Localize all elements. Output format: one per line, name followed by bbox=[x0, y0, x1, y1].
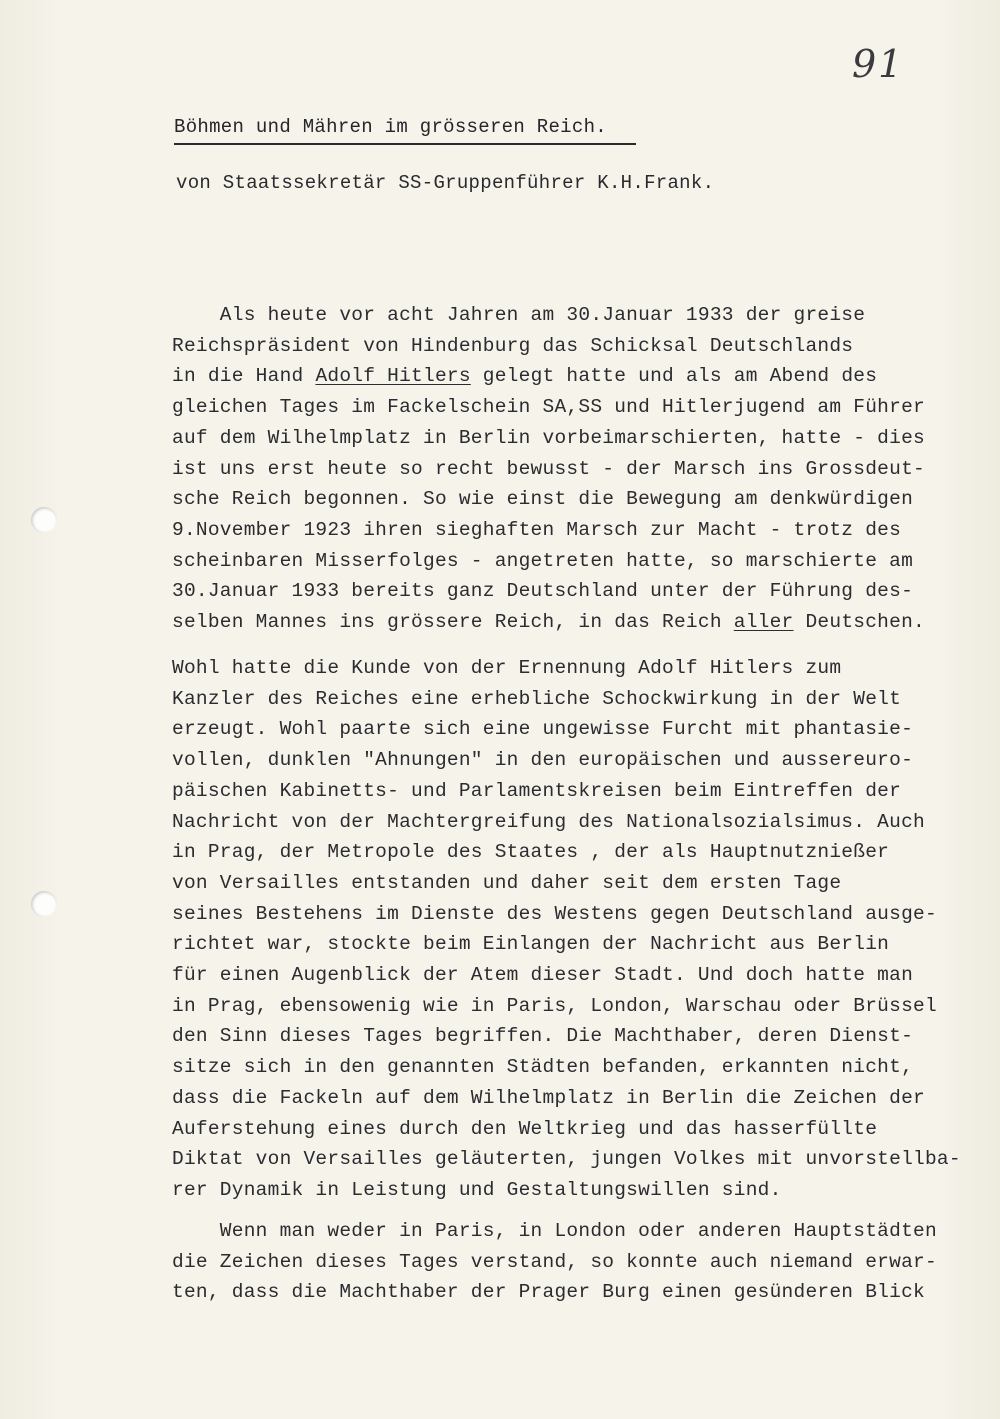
paragraph-1 bbox=[172, 300, 992, 638]
paragraph-2 bbox=[172, 653, 992, 1206]
text-segment: Deutschen. bbox=[793, 611, 925, 634]
text-line: den Sinn dieses Tages begriffen. Die Machthaber, deren Dienst- bbox=[172, 1025, 914, 1048]
text-line: Reichspräsident von Hindenburg das Schicksal Deutschlands bbox=[172, 334, 854, 357]
text-line: Als heute vor acht Jahren am 30.Januar 1933 der greise bbox=[172, 304, 866, 326]
text-line: erzeugt. Wohl paarte sich eine ungewisse Furcht mit phantasie- bbox=[172, 718, 914, 741]
text-line: von Versailles entstanden und daher seit dem ersten Tage bbox=[172, 871, 842, 894]
text-line: Wohl hatte die Kunde von der Ernennung Adolf Hitlers zum bbox=[172, 657, 842, 679]
text-line: gleichen Tages im Fackelschein SA,SS und Hitlerjugend am Führer bbox=[172, 396, 925, 419]
text-line: vollen, dunklen "Ahnungen" in den europäischen und aussereuro- bbox=[172, 749, 914, 772]
title-underline bbox=[174, 143, 636, 145]
underlined-name: Adolf Hitlers bbox=[315, 365, 471, 388]
underlined-word: aller bbox=[733, 611, 794, 634]
text-line bbox=[172, 607, 992, 638]
text-line: 9.November 1923 ihren sieghaften Marsch zur Macht - trotz des bbox=[172, 518, 902, 541]
text-line: Wenn man weder in Paris, in London oder anderen Hauptstädten bbox=[172, 1220, 937, 1242]
text-line: päischen Kabinetts- und Parlamentskreisen beim Eintreffen der bbox=[172, 779, 902, 802]
page-number: 91 bbox=[852, 42, 905, 86]
text-line: für einen Augenblick der Atem dieser Stadt. Und doch hatte man bbox=[172, 964, 914, 987]
text-line: ist uns erst heute so recht bewusst - der Marsch ins Grossdeut- bbox=[172, 457, 925, 480]
author-line: von Staatssekretär SS-Gruppenführer K.H.Frank. bbox=[176, 172, 715, 194]
text-segment: in die Hand bbox=[172, 365, 316, 388]
text-line: sitze sich in den genannten Städten befanden, erkannten nicht, bbox=[172, 1056, 914, 1079]
text-line: in Prag, ebensowenig wie in Paris, London, Warschau oder Brüssel bbox=[172, 994, 937, 1017]
text-line: rer Dynamik in Leistung und Gestaltungswillen sind. bbox=[172, 1178, 782, 1201]
text-line: ten, dass die Machthaber der Prager Burg einen gesünderen Blick bbox=[172, 1281, 925, 1304]
text-line: Diktat von Versailles geläuterten, jungen Volkes mit unvorstellba- bbox=[172, 1148, 961, 1171]
document-title: Böhmen und Mähren im grösseren Reich. bbox=[174, 116, 607, 138]
text-line: in Prag, der Metropole des Staates , der als Hauptnutznießer bbox=[172, 841, 890, 864]
text-line: scheinbaren Misserfolges - angetreten hatte, so marschierte am bbox=[172, 549, 914, 572]
text-line bbox=[172, 361, 992, 392]
text-line: Nachricht von der Machtergreifung des Nationalsozialsimus. Auch bbox=[172, 810, 925, 833]
text-line: Auferstehung eines durch den Weltkrieg und das hasserfüllte bbox=[172, 1117, 878, 1140]
text-line: die Zeichen dieses Tages verstand, so konnte auch niemand erwar- bbox=[172, 1250, 937, 1273]
text-line: seines Bestehens im Dienste des Westens gegen Deutschland ausge- bbox=[172, 902, 937, 925]
text-line: Kanzler des Reiches eine erhebliche Schockwirkung in der Welt bbox=[172, 687, 902, 710]
text-line: auf dem Wilhelmplatz in Berlin vorbeimarschierten, hatte - dies bbox=[172, 426, 925, 449]
punch-hole bbox=[31, 507, 57, 533]
text-segment: selben Mannes ins grössere Reich, in das Reich bbox=[172, 611, 734, 634]
text-line: richtet war, stockte beim Einlangen der Nachricht aus Berlin bbox=[172, 933, 890, 956]
text-segment: gelegt hatte und als am Abend des bbox=[470, 365, 878, 388]
text-line: 30.Januar 1933 bereits ganz Deutschland unter der Führung des- bbox=[172, 580, 914, 603]
text-line: sche Reich begonnen. So wie einst die Bewegung am denkwürdigen bbox=[172, 488, 914, 511]
text-line: dass die Fackeln auf dem Wilhelmplatz in Berlin die Zeichen der bbox=[172, 1086, 925, 1109]
punch-hole bbox=[31, 891, 57, 917]
paragraph-3 bbox=[172, 1216, 992, 1308]
